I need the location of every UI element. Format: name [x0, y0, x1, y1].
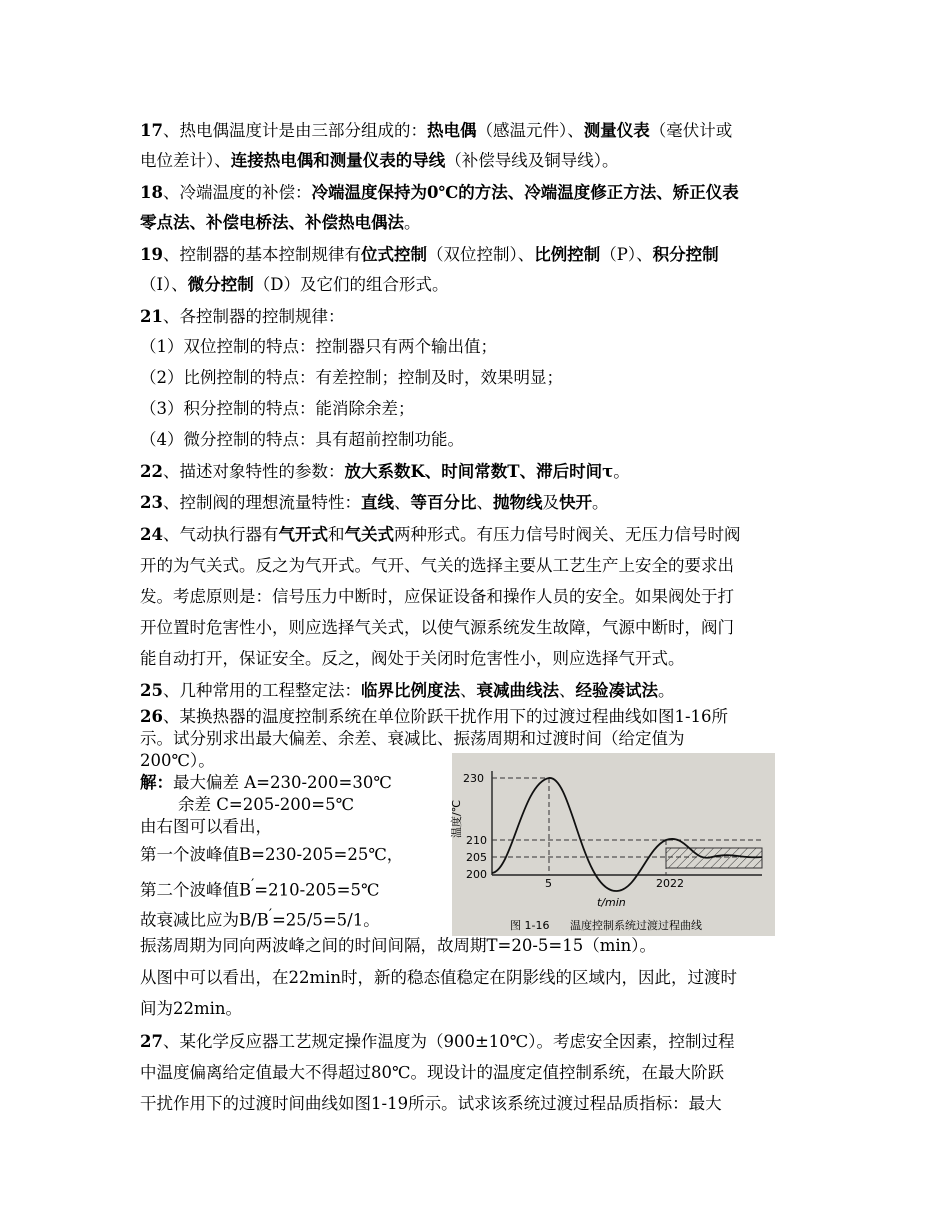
- q25-line: 25、几种常用的工程整定法：临界比例度法、衰减曲线法、经验凑试法。: [140, 681, 675, 700]
- q21-heading: 21、各控制器的控制规律：: [140, 307, 345, 326]
- figure-caption-number: 图 1-16: [510, 919, 550, 932]
- x-tick-20: 20: [656, 877, 670, 890]
- transient-curve-figure: [452, 753, 775, 936]
- q21-item-2: （2）比例控制的特点：有差控制；控制及时，效果明显；: [140, 368, 563, 387]
- q27-line1: 27、某化学反应器工艺规定操作温度为（900±10℃）。考虑安全因素，控制过程: [140, 1032, 735, 1051]
- q21-item-1: （1）双位控制的特点：控制器只有两个输出值；: [140, 337, 497, 356]
- q27-line2: 中温度偏离给定值最大不得超过80℃。现设计的温度定值控制系统，在最大阶跃: [140, 1063, 724, 1082]
- solution-label: 解：: [140, 773, 173, 792]
- q26-solution-4: 第一个波峰值B=230-205=25℃，: [140, 845, 404, 864]
- q26-solution-8: 从图中可以看出，在22min时，新的稳态值稳定在阴影线的区域内，因此，过渡时: [140, 968, 738, 987]
- q24-line2: 开的为气关式。反之为气开式。气开、气关的选择主要从工艺生产上安全的要求出: [140, 556, 734, 575]
- q18-line2: 零点法、补偿电桥法、补偿热电偶法。: [140, 213, 421, 232]
- x-tick-22: 22: [670, 877, 684, 890]
- q24-line4: 开位置时危害性小，则应选择气关式，以使气源系统发生故障，气源中断时，阀门: [140, 618, 734, 637]
- q26-solution-5: 第二个波峰值B′=210-205=5℃: [140, 877, 380, 900]
- q17-number: 17: [140, 121, 163, 140]
- q19-line1: 19、控制器的基本控制规律有位式控制（双位控制）、比例控制（P）、积分控制: [140, 245, 719, 264]
- steady-state-band: [666, 848, 762, 868]
- q26-solution-2: 余差 C=205-200=5℃: [178, 795, 355, 814]
- q21-item-4: （4）微分控制的特点：具有超前控制功能。: [140, 430, 464, 449]
- q22-number: 22: [140, 462, 163, 481]
- q24-line5: 能自动打开，保证安全。反之，阀处于关闭时危害性小，则应选择气开式。: [140, 649, 685, 668]
- q23-line: 23、控制阀的理想流量特性：直线、等百分比、抛物线及快开。: [140, 493, 609, 512]
- q24-line1: 24、气动执行器有气开式和气关式两种形式。有压力信号时阀关、无压力信号时阀: [140, 525, 741, 544]
- q26-line1: 26、某换热器的温度控制系统在单位阶跃干扰作用下的过渡过程曲线如图1-16所: [140, 707, 729, 726]
- y-tick-210: 210: [466, 834, 487, 847]
- q26-line3: 200℃）。: [140, 751, 215, 770]
- q21-item-3: （3）积分控制的特点：能消除余差；: [140, 399, 415, 418]
- q19-line2: （I）、微分控制（D）及它们的组合形式。: [140, 275, 449, 294]
- q27-number: 27: [140, 1032, 163, 1051]
- q26-solution-7: 振荡周期为同向两波峰之间的时间间隔，故周期T=20-5=15（min）。: [140, 936, 657, 955]
- response-curve: [492, 778, 762, 891]
- q25-number: 25: [140, 681, 163, 700]
- q19-number: 19: [140, 245, 163, 264]
- q24-line3: 发。考虑原则是：信号压力中断时，应保证设备和操作人员的安全。如果阀处于打: [140, 587, 734, 606]
- y-tick-230: 230: [463, 772, 484, 785]
- q17-line2: 电位差计）、连接热电偶和测量仪表的导线（补偿导线及铜导线）。: [140, 151, 619, 170]
- q26-line2: 示。试分别求出最大偏差、余差、衰减比、振荡周期和过渡时间（给定值为: [140, 729, 685, 748]
- y-axis-label: 温度/℃: [450, 799, 463, 838]
- x-tick-5: 5: [545, 877, 552, 890]
- y-tick-200: 200: [466, 868, 487, 881]
- q22-line: 22、描述对象特性的参数：放大系数K、时间常数T、滞后时间τ。: [140, 462, 630, 481]
- q24-number: 24: [140, 525, 163, 544]
- figure-caption-text: 温度控制系统过渡过程曲线: [570, 919, 702, 932]
- q17-line1: 17、热电偶温度计是由三部分组成的：热电偶（感温元件）、测量仪表（毫伏计或: [140, 121, 733, 140]
- x-axis-label: t/min: [597, 896, 626, 909]
- q27-line3: 干扰作用下的过渡时间曲线如图1-19所示。试求该系统过渡过程品质指标：最大: [140, 1094, 722, 1113]
- q26-number: 26: [140, 707, 163, 726]
- q18-line1: 18、冷端温度的补偿：冷端温度保持为0℃的方法、冷端温度修正方法、矫正仪表: [140, 183, 739, 202]
- figure-1-16: [452, 753, 775, 936]
- q21-number: 21: [140, 307, 163, 326]
- q18-number: 18: [140, 183, 163, 202]
- y-tick-205: 205: [466, 851, 487, 864]
- q23-number: 23: [140, 493, 163, 512]
- q26-solution-6: 故衰减比应为B/B′=25/5=5/1。: [140, 907, 380, 930]
- q26-solution-1: 解：最大偏差 A=230-200=30℃: [140, 773, 392, 792]
- q26-solution-9: 间为22min。: [140, 999, 243, 1018]
- q26-solution-3: 由右图可以看出，: [140, 817, 272, 836]
